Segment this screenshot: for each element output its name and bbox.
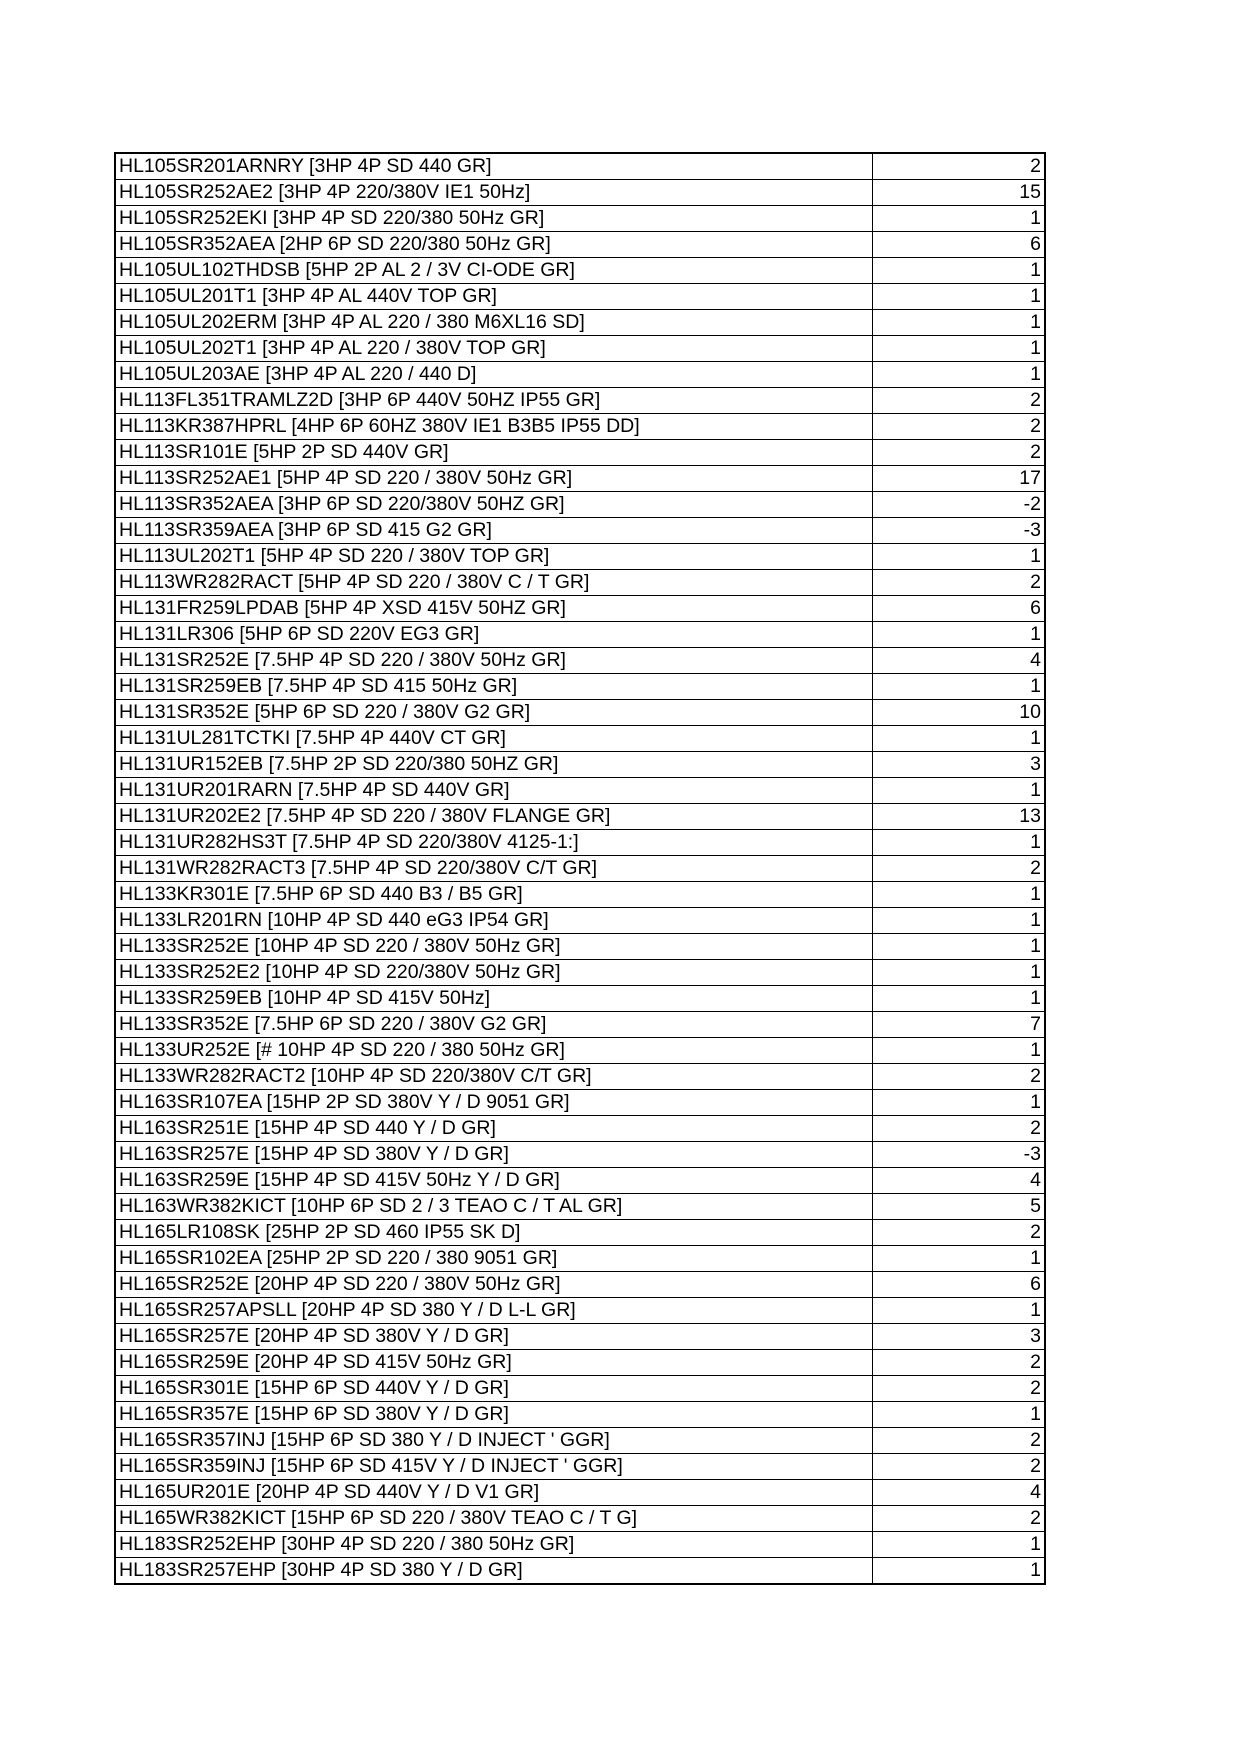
item-quantity-cell: 1 (872, 622, 1045, 648)
item-quantity-cell: 1 (872, 1532, 1045, 1558)
item-description-cell: HL165SR359INJ [15HP 6P SD 415V Y / D INJECT ' GGR] (115, 1454, 872, 1480)
item-quantity-cell: 3 (872, 752, 1045, 778)
table-row (115, 492, 1045, 518)
inventory-table (114, 152, 1046, 1585)
item-description-cell: HL105UL203AE [3HP 4P AL 220 / 440 D] (115, 362, 872, 388)
item-quantity-cell: 1 (872, 1402, 1045, 1428)
table-row (115, 1220, 1045, 1246)
table-row (115, 1454, 1045, 1480)
item-description-cell: HL131UR202E2 [7.5HP 4P SD 220 / 380V FLANGE GR] (115, 804, 872, 830)
table-row (115, 206, 1045, 232)
item-description-cell: HL183SR257EHP [30HP 4P SD 380 Y / D GR] (115, 1558, 872, 1585)
table-row (115, 1402, 1045, 1428)
table-row (115, 258, 1045, 284)
item-quantity-cell: 1 (872, 1558, 1045, 1585)
table-row (115, 1116, 1045, 1142)
item-quantity-cell: 1 (872, 284, 1045, 310)
item-quantity-cell: 1 (872, 336, 1045, 362)
item-quantity-cell: 1 (872, 206, 1045, 232)
item-quantity-cell: 10 (872, 700, 1045, 726)
item-description-cell: HL113FL351TRAMLZ2D [3HP 6P 440V 50HZ IP55 GR] (115, 388, 872, 414)
item-quantity-cell: 1 (872, 882, 1045, 908)
item-description-cell: HL163SR251E [15HP 4P SD 440 Y / D GR] (115, 1116, 872, 1142)
item-description-cell: HL133LR201RN [10HP 4P SD 440 eG3 IP54 GR] (115, 908, 872, 934)
item-description-cell: HL133SR252E [10HP 4P SD 220 / 380V 50Hz GR] (115, 934, 872, 960)
item-quantity-cell: 1 (872, 778, 1045, 804)
item-description-cell: HL113SR252AE1 [5HP 4P SD 220 / 380V 50Hz GR] (115, 466, 872, 492)
table-row (115, 700, 1045, 726)
item-quantity-cell: 2 (872, 414, 1045, 440)
table-row (115, 336, 1045, 362)
item-description-cell: HL105SR252AE2 [3HP 4P 220/380V IE1 50Hz] (115, 180, 872, 206)
item-quantity-cell: 5 (872, 1194, 1045, 1220)
item-quantity-cell: 1 (872, 258, 1045, 284)
item-description-cell: HL163SR259E [15HP 4P SD 415V 50Hz Y / D GR] (115, 1168, 872, 1194)
item-description-cell: HL165SR301E [15HP 6P SD 440V Y / D GR] (115, 1376, 872, 1402)
item-quantity-cell: 6 (872, 232, 1045, 258)
table-row (115, 648, 1045, 674)
table-row (115, 388, 1045, 414)
table-row (115, 1376, 1045, 1402)
item-description-cell: HL183SR252EHP [30HP 4P SD 220 / 380 50Hz GR] (115, 1532, 872, 1558)
item-description-cell: HL105UL202T1 [3HP 4P AL 220 / 380V TOP GR] (115, 336, 872, 362)
item-description-cell: HL133SR352E [7.5HP 6P SD 220 / 380V G2 GR] (115, 1012, 872, 1038)
item-quantity-cell: 1 (872, 908, 1045, 934)
table-row (115, 518, 1045, 544)
table-row (115, 674, 1045, 700)
item-quantity-cell: 1 (872, 1246, 1045, 1272)
item-quantity-cell: 2 (872, 388, 1045, 414)
item-description-cell: HL105SR201ARNRY [3HP 4P SD 440 GR] (115, 153, 872, 180)
item-description-cell: HL163WR382KICT [10HP 6P SD 2 / 3 TEAO C / T AL GR] (115, 1194, 872, 1220)
item-description-cell: HL105UL201T1 [3HP 4P AL 440V TOP GR] (115, 284, 872, 310)
item-description-cell: HL165SR252E [20HP 4P SD 220 / 380V 50Hz GR] (115, 1272, 872, 1298)
item-quantity-cell: 2 (872, 1376, 1045, 1402)
item-quantity-cell: 2 (872, 1506, 1045, 1532)
item-quantity-cell: 1 (872, 960, 1045, 986)
item-description-cell: HL105SR252EKI [3HP 4P SD 220/380 50Hz GR] (115, 206, 872, 232)
item-description-cell: HL165SR357INJ [15HP 6P SD 380 Y / D INJECT ' GGR] (115, 1428, 872, 1454)
table-row (115, 570, 1045, 596)
item-quantity-cell: 15 (872, 180, 1045, 206)
table-row (115, 1168, 1045, 1194)
table-row (115, 778, 1045, 804)
item-quantity-cell: -2 (872, 492, 1045, 518)
item-quantity-cell: 1 (872, 934, 1045, 960)
item-quantity-cell: 2 (872, 570, 1045, 596)
item-description-cell: HL131SR259EB [7.5HP 4P SD 415 50Hz GR] (115, 674, 872, 700)
item-description-cell: HL133WR282RACT2 [10HP 4P SD 220/380V C/T GR] (115, 1064, 872, 1090)
item-description-cell: HL165SR259E [20HP 4P SD 415V 50Hz GR] (115, 1350, 872, 1376)
item-quantity-cell: 4 (872, 648, 1045, 674)
table-row (115, 830, 1045, 856)
item-quantity-cell: 3 (872, 1324, 1045, 1350)
table-row (115, 882, 1045, 908)
item-description-cell: HL131LR306 [5HP 6P SD 220V EG3 GR] (115, 622, 872, 648)
item-quantity-cell: 1 (872, 544, 1045, 570)
table-row (115, 1428, 1045, 1454)
item-quantity-cell: 1 (872, 1090, 1045, 1116)
item-quantity-cell: 2 (872, 1116, 1045, 1142)
table-row (115, 1038, 1045, 1064)
item-quantity-cell: 7 (872, 1012, 1045, 1038)
table-row (115, 622, 1045, 648)
item-description-cell: HL133UR252E [# 10HP 4P SD 220 / 380 50Hz GR] (115, 1038, 872, 1064)
table-row (115, 986, 1045, 1012)
item-description-cell: HL133KR301E [7.5HP 6P SD 440 B3 / B5 GR] (115, 882, 872, 908)
table-row (115, 1324, 1045, 1350)
table-row (115, 1350, 1045, 1376)
item-description-cell: HL131UR201RARN [7.5HP 4P SD 440V GR] (115, 778, 872, 804)
item-quantity-cell: 2 (872, 1454, 1045, 1480)
item-description-cell: HL113SR359AEA [3HP 6P SD 415 G2 GR] (115, 518, 872, 544)
item-quantity-cell: 1 (872, 726, 1045, 752)
item-description-cell: HL165SR357E [15HP 6P SD 380V Y / D GR] (115, 1402, 872, 1428)
table-row (115, 153, 1045, 180)
item-quantity-cell: 17 (872, 466, 1045, 492)
item-description-cell: HL165SR257APSLL [20HP 4P SD 380 Y / D L-L GR] (115, 1298, 872, 1324)
table-row (115, 960, 1045, 986)
table-row (115, 1532, 1045, 1558)
item-description-cell: HL131SR252E [7.5HP 4P SD 220 / 380V 50Hz GR] (115, 648, 872, 674)
item-quantity-cell: -3 (872, 1142, 1045, 1168)
item-description-cell: HL105SR352AEA [2HP 6P SD 220/380 50Hz GR] (115, 232, 872, 258)
item-quantity-cell: 2 (872, 1064, 1045, 1090)
item-quantity-cell: 2 (872, 153, 1045, 180)
item-quantity-cell: 1 (872, 674, 1045, 700)
table-row (115, 1480, 1045, 1506)
item-quantity-cell: 13 (872, 804, 1045, 830)
table-row (115, 1558, 1045, 1585)
table-row (115, 180, 1045, 206)
item-quantity-cell: 4 (872, 1480, 1045, 1506)
item-quantity-cell: 1 (872, 1298, 1045, 1324)
item-quantity-cell: 2 (872, 440, 1045, 466)
item-quantity-cell: 2 (872, 1220, 1045, 1246)
item-description-cell: HL133SR259EB [10HP 4P SD 415V 50Hz] (115, 986, 872, 1012)
table-row (115, 1090, 1045, 1116)
table-row (115, 414, 1045, 440)
table-row (115, 1064, 1045, 1090)
item-description-cell: HL113SR101E [5HP 2P SD 440V GR] (115, 440, 872, 466)
item-description-cell: HL131UR282HS3T [7.5HP 4P SD 220/380V 4125-1:] (115, 830, 872, 856)
table-row (115, 1142, 1045, 1168)
item-quantity-cell: 2 (872, 856, 1045, 882)
table-row (115, 726, 1045, 752)
item-description-cell: HL113UL202T1 [5HP 4P SD 220 / 380V TOP GR] (115, 544, 872, 570)
table-row (115, 804, 1045, 830)
table-row (115, 284, 1045, 310)
item-description-cell: HL165WR382KICT [15HP 6P SD 220 / 380V TEAO C / T G] (115, 1506, 872, 1532)
item-description-cell: HL165LR108SK [25HP 2P SD 460 IP55 SK D] (115, 1220, 872, 1246)
item-description-cell: HL113WR282RACT [5HP 4P SD 220 / 380V C / T GR] (115, 570, 872, 596)
table-row (115, 310, 1045, 336)
item-quantity-cell: 2 (872, 1350, 1045, 1376)
item-description-cell: HL105UL102THDSB [5HP 2P AL 2 / 3V CI-ODE GR] (115, 258, 872, 284)
table-row (115, 466, 1045, 492)
item-description-cell: HL131SR352E [5HP 6P SD 220 / 380V G2 GR] (115, 700, 872, 726)
item-description-cell: HL131UL281TCTKI [7.5HP 4P 440V CT GR] (115, 726, 872, 752)
item-description-cell: HL131FR259LPDAB [5HP 4P XSD 415V 50HZ GR] (115, 596, 872, 622)
table-row (115, 440, 1045, 466)
table-body (115, 153, 1045, 1584)
item-quantity-cell: 6 (872, 1272, 1045, 1298)
table-row (115, 1298, 1045, 1324)
item-quantity-cell: 1 (872, 1038, 1045, 1064)
table-row (115, 1506, 1045, 1532)
item-quantity-cell: 6 (872, 596, 1045, 622)
table-row (115, 362, 1045, 388)
table-row (115, 908, 1045, 934)
item-description-cell: HL113SR352AEA [3HP 6P SD 220/380V 50HZ GR] (115, 492, 872, 518)
item-description-cell: HL113KR387HPRL [4HP 6P 60HZ 380V IE1 B3B5 IP55 DD] (115, 414, 872, 440)
table-row (115, 752, 1045, 778)
item-description-cell: HL163SR107EA [15HP 2P SD 380V Y / D 9051 GR] (115, 1090, 872, 1116)
item-description-cell: HL131WR282RACT3 [7.5HP 4P SD 220/380V C/T GR] (115, 856, 872, 882)
table-row (115, 1246, 1045, 1272)
table-row (115, 1012, 1045, 1038)
table-row (115, 596, 1045, 622)
item-description-cell: HL165UR201E [20HP 4P SD 440V Y / D V1 GR] (115, 1480, 872, 1506)
item-quantity-cell: 4 (872, 1168, 1045, 1194)
table-row (115, 1272, 1045, 1298)
item-description-cell: HL131UR152EB [7.5HP 2P SD 220/380 50HZ GR] (115, 752, 872, 778)
table-row (115, 1194, 1045, 1220)
item-quantity-cell: 1 (872, 310, 1045, 336)
table-row (115, 544, 1045, 570)
item-description-cell: HL165SR257E [20HP 4P SD 380V Y / D GR] (115, 1324, 872, 1350)
item-quantity-cell: 1 (872, 362, 1045, 388)
table-row (115, 934, 1045, 960)
table-row (115, 856, 1045, 882)
item-quantity-cell: 2 (872, 1428, 1045, 1454)
item-description-cell: HL133SR252E2 [10HP 4P SD 220/380V 50Hz GR] (115, 960, 872, 986)
item-description-cell: HL105UL202ERM [3HP 4P AL 220 / 380 M6XL16 SD] (115, 310, 872, 336)
item-description-cell: HL165SR102EA [25HP 2P SD 220 / 380 9051 GR] (115, 1246, 872, 1272)
item-quantity-cell: 1 (872, 986, 1045, 1012)
table-row (115, 232, 1045, 258)
item-quantity-cell: -3 (872, 518, 1045, 544)
item-description-cell: HL163SR257E [15HP 4P SD 380V Y / D GR] (115, 1142, 872, 1168)
item-quantity-cell: 1 (872, 830, 1045, 856)
